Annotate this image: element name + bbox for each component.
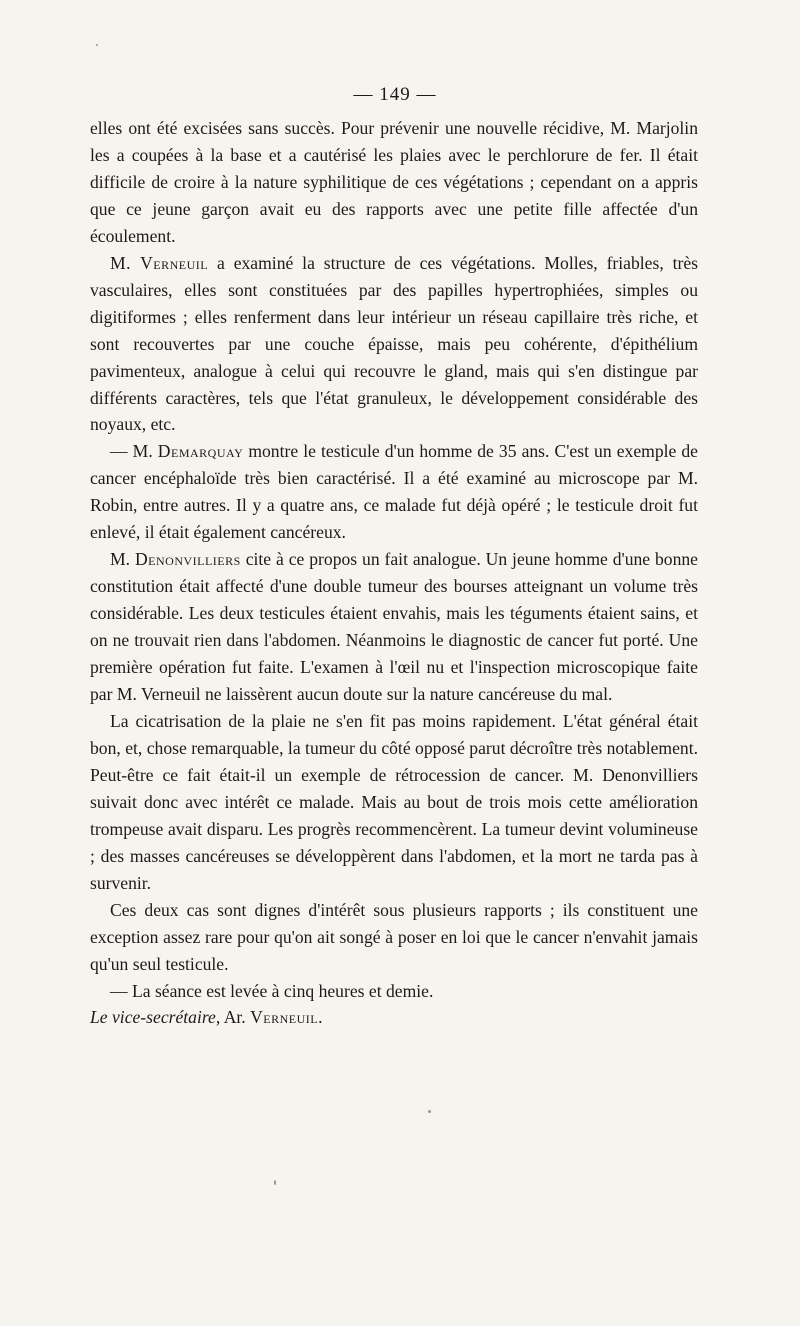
paragraph-cicatrisation — [90, 708, 698, 897]
paragraph-continuation — [90, 115, 698, 250]
signature-name-prefix: Ar. — [220, 1007, 251, 1028]
page-number: — 149 — — [353, 84, 437, 105]
paper-speck — [96, 44, 98, 46]
speaker-prefix: — M. — [110, 441, 158, 462]
paragraph-demarquay — [90, 438, 698, 546]
paper-speck — [274, 1180, 276, 1185]
paper-speck — [428, 1110, 431, 1113]
paragraph-closing — [90, 978, 698, 1005]
paragraph-text: montre le testicule d'un homme de 35 ans. C'est un exemple de cancer encéphaloïde très bien caractérisé. Il a été examiné au microscope par M. Robin, entre autres. Il y a quatre ans, ce malade fut déjà opéré ; le testicule droit fut enlevé, il était également cancéreux. — [90, 441, 698, 543]
paragraph-text: elles ont été excisées sans succès. Pour prévenir une nouvelle récidive, M. Marjolin les a coupées à la base et a cautérisé les plaies avec le perchlorure de fer. Il était difficile de croire à la nature syphilitique de ces végétations ; cependant on a appris que ce jeune garçon avait eu des rapports avec une petite fille affectée d'un écoulement. — [90, 118, 698, 246]
signature-name: Verneuil. — [250, 1007, 324, 1028]
body-text — [90, 115, 698, 1031]
paragraph-text: a examiné la structure de ces végétations. Molles, friables, très vasculaires, elles sont constituées par des papilles hypertrophiées, simples ou digitiformes ; elles renferment dans leur intérieur un réseau capillaire très riche, et sont recouvertes par une couche épaisse, mais peu cohérente, d'épithélium pavimenteux, analogue à celui qui recouvre le gland, mais qui s'en distingue par différents caractères, tels que l'état granuleux, le développement considérable des noyaux, etc. — [90, 252, 699, 435]
paragraph-text: Ces deux cas sont dignes d'intérêt sous plusieurs rapports ; ils constituent une exception assez rare pour qu'on ait songé à poser en loi que le cancer n'envahit jamais qu'un seul testicule. — [90, 899, 698, 974]
speaker-prefix: M. — [110, 549, 135, 570]
paragraph-denonvilliers — [90, 546, 698, 708]
speaker-name: Denonvilliers — [134, 549, 241, 570]
speaker-name: M. Verneuil — [110, 252, 209, 273]
speaker-name: Demarquay — [157, 441, 244, 462]
signature-role: Le vice-secrétaire, — [90, 1007, 221, 1028]
paragraph-text: La cicatrisation de la plaie ne s'en fit pas moins rapidement. L'état général était bon, et, chose remarquable, la tumeur du côté opposé parut décroître très notablement. Peut-être ce fait était-il un exemple de rétrocession de cancer. M. Denonvilliers suivait donc avec intérêt ce malade. Mais au bout de trois mois cette amélioration trompeuse avait disparu. Les progrès recommencèrent. La tumeur devint volumineuse ; des masses cancéreuses se développèrent dans l'abdomen, et la mort ne tarda pas à survenir. — [90, 710, 698, 893]
paragraph-verneuil — [90, 250, 698, 439]
paragraph-text: cite à ce propos un fait analogue. Un jeune homme d'une bonne constitution était affecté d'une double tumeur des bourses atteignant un volume très considérable. Les deux testicules étaient envahis, mais les téguments étaient sains, et on ne trouvait rien dans l'abdomen. Néanmoins le diagnostic de cancer fut porté. Une première opération fut faite. L'examen à l'œil nu et l'inspection microscopique faite par M. Verneuil ne laissèrent aucun doute sur la nature cancéreuse du mal. — [90, 549, 698, 705]
paragraph-conclusion — [90, 897, 698, 978]
paragraph-text: — La séance est levée à cinq heures et demie. — [110, 980, 434, 1001]
signature — [90, 1004, 698, 1031]
